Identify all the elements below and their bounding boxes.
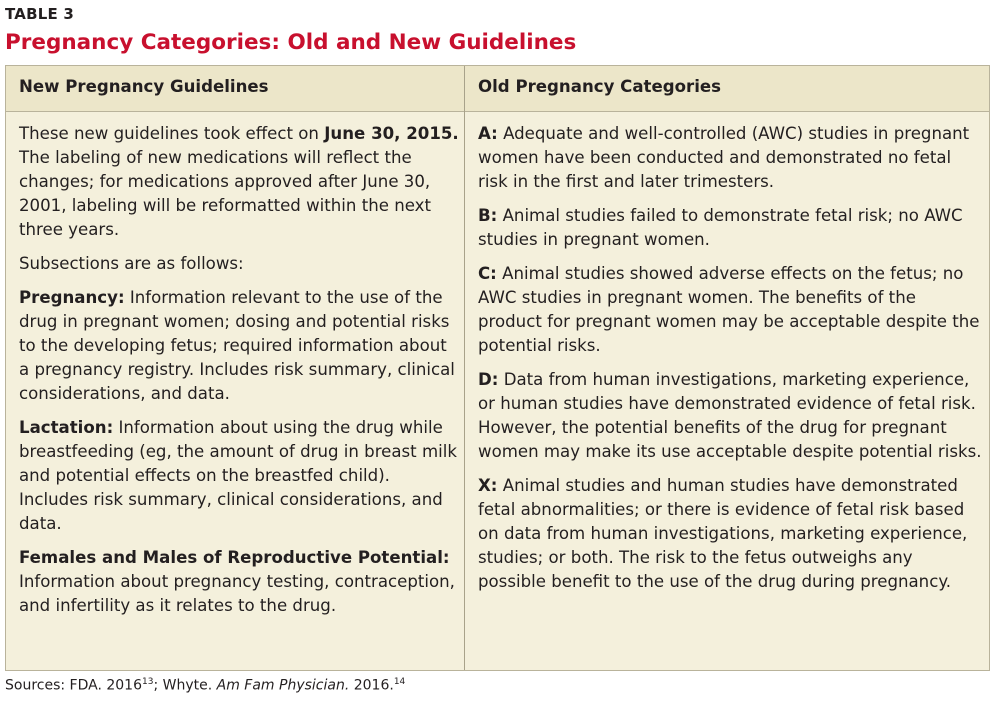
new-guidelines-column bbox=[19, 122, 459, 628]
sources-prefix: Sources: FDA. 2016 bbox=[5, 677, 142, 694]
category-text: Adequate and well-controlled (AWC) studies in pregnant women have been conducted and demonstrated no fetal risk in the first and later trimesters. bbox=[478, 124, 970, 191]
category-a bbox=[478, 122, 984, 194]
category-letter: C: bbox=[478, 264, 497, 283]
old-categories-column bbox=[478, 122, 984, 604]
comparison-table bbox=[5, 65, 990, 671]
subsection-term: Females and Males of Reproductive Potential: bbox=[19, 548, 450, 567]
subsection-text: Information about using the drug while breastfeeding (eg, the amount of drug in breast milk and potential effects on the breastfed child). Includes risk summary, clinical considerations, and data. bbox=[19, 418, 457, 533]
category-text: Data from human investigations, marketing experience, or human studies have demonstrated evidence of fetal risk. However, the potential benefits of the drug for pregnant women may make its use acceptable despite potential risks. bbox=[478, 370, 982, 461]
subsection-lactation bbox=[19, 416, 459, 536]
reference-14: 14 bbox=[393, 677, 406, 687]
subsections-intro: Subsections are as follows: bbox=[19, 254, 244, 273]
intro-text-start: These new guidelines took effect on bbox=[19, 124, 325, 143]
header-new-guidelines: New Pregnancy Guidelines bbox=[19, 77, 269, 96]
category-text: Animal studies showed adverse effects on the fetus; no AWC studies in pregnant women. The benefits of the product for pregnant women may be acceptable despite the potential risks. bbox=[478, 264, 980, 355]
intro-paragraph bbox=[19, 122, 459, 242]
subsection-reproductive-potential bbox=[19, 546, 459, 618]
subsection-term: Pregnancy: bbox=[19, 288, 125, 307]
sources-year: 2016. bbox=[349, 677, 394, 694]
category-d bbox=[478, 368, 984, 464]
subsection-term: Lactation: bbox=[19, 418, 114, 437]
category-b bbox=[478, 204, 984, 252]
table-title: Pregnancy Categories: Old and New Guidelines bbox=[5, 30, 577, 55]
category-letter: B: bbox=[478, 206, 498, 225]
header-old-categories: Old Pregnancy Categories bbox=[478, 77, 722, 96]
category-x bbox=[478, 474, 984, 594]
effective-date: June 30, 2015. bbox=[324, 124, 459, 143]
subsection-pregnancy bbox=[19, 286, 459, 406]
subsection-text: Information about pregnancy testing, contraception, and infertility as it relates to the drug. bbox=[19, 572, 455, 615]
category-letter: D: bbox=[478, 370, 499, 389]
intro-text-end: The labeling of new medications will reflect the changes; for medications approved after June 30, 2001, labeling will be reformatted within the next three years. bbox=[19, 148, 431, 239]
table-header-row bbox=[6, 66, 989, 112]
column-divider bbox=[464, 66, 465, 670]
category-c bbox=[478, 262, 984, 358]
category-text: Animal studies and human studies have demonstrated fetal abnormalities; or there is evidence of fetal risk based on data from human investigations, marketing experience, studies; or both. The risk to the fetus outweighs any possible benefit to the use of the drug during pregnancy. bbox=[478, 476, 968, 591]
category-letter: A: bbox=[478, 124, 498, 143]
sources-footnote bbox=[5, 677, 405, 694]
table-label: TABLE 3 bbox=[5, 5, 74, 23]
journal-name: Am Fam Physician. bbox=[216, 677, 350, 694]
subsection-text: Information relevant to the use of the drug in pregnant women; dosing and potential risks to the developing fetus; required information about a pregnancy registry. Includes risk summary, clinical considerations, and data. bbox=[19, 288, 455, 403]
category-text: Animal studies failed to demonstrate fetal risk; no AWC studies in pregnant women. bbox=[478, 206, 963, 249]
sources-mid: ; Whyte. bbox=[153, 677, 217, 694]
category-letter: X: bbox=[478, 476, 498, 495]
reference-13: 13 bbox=[142, 677, 154, 687]
